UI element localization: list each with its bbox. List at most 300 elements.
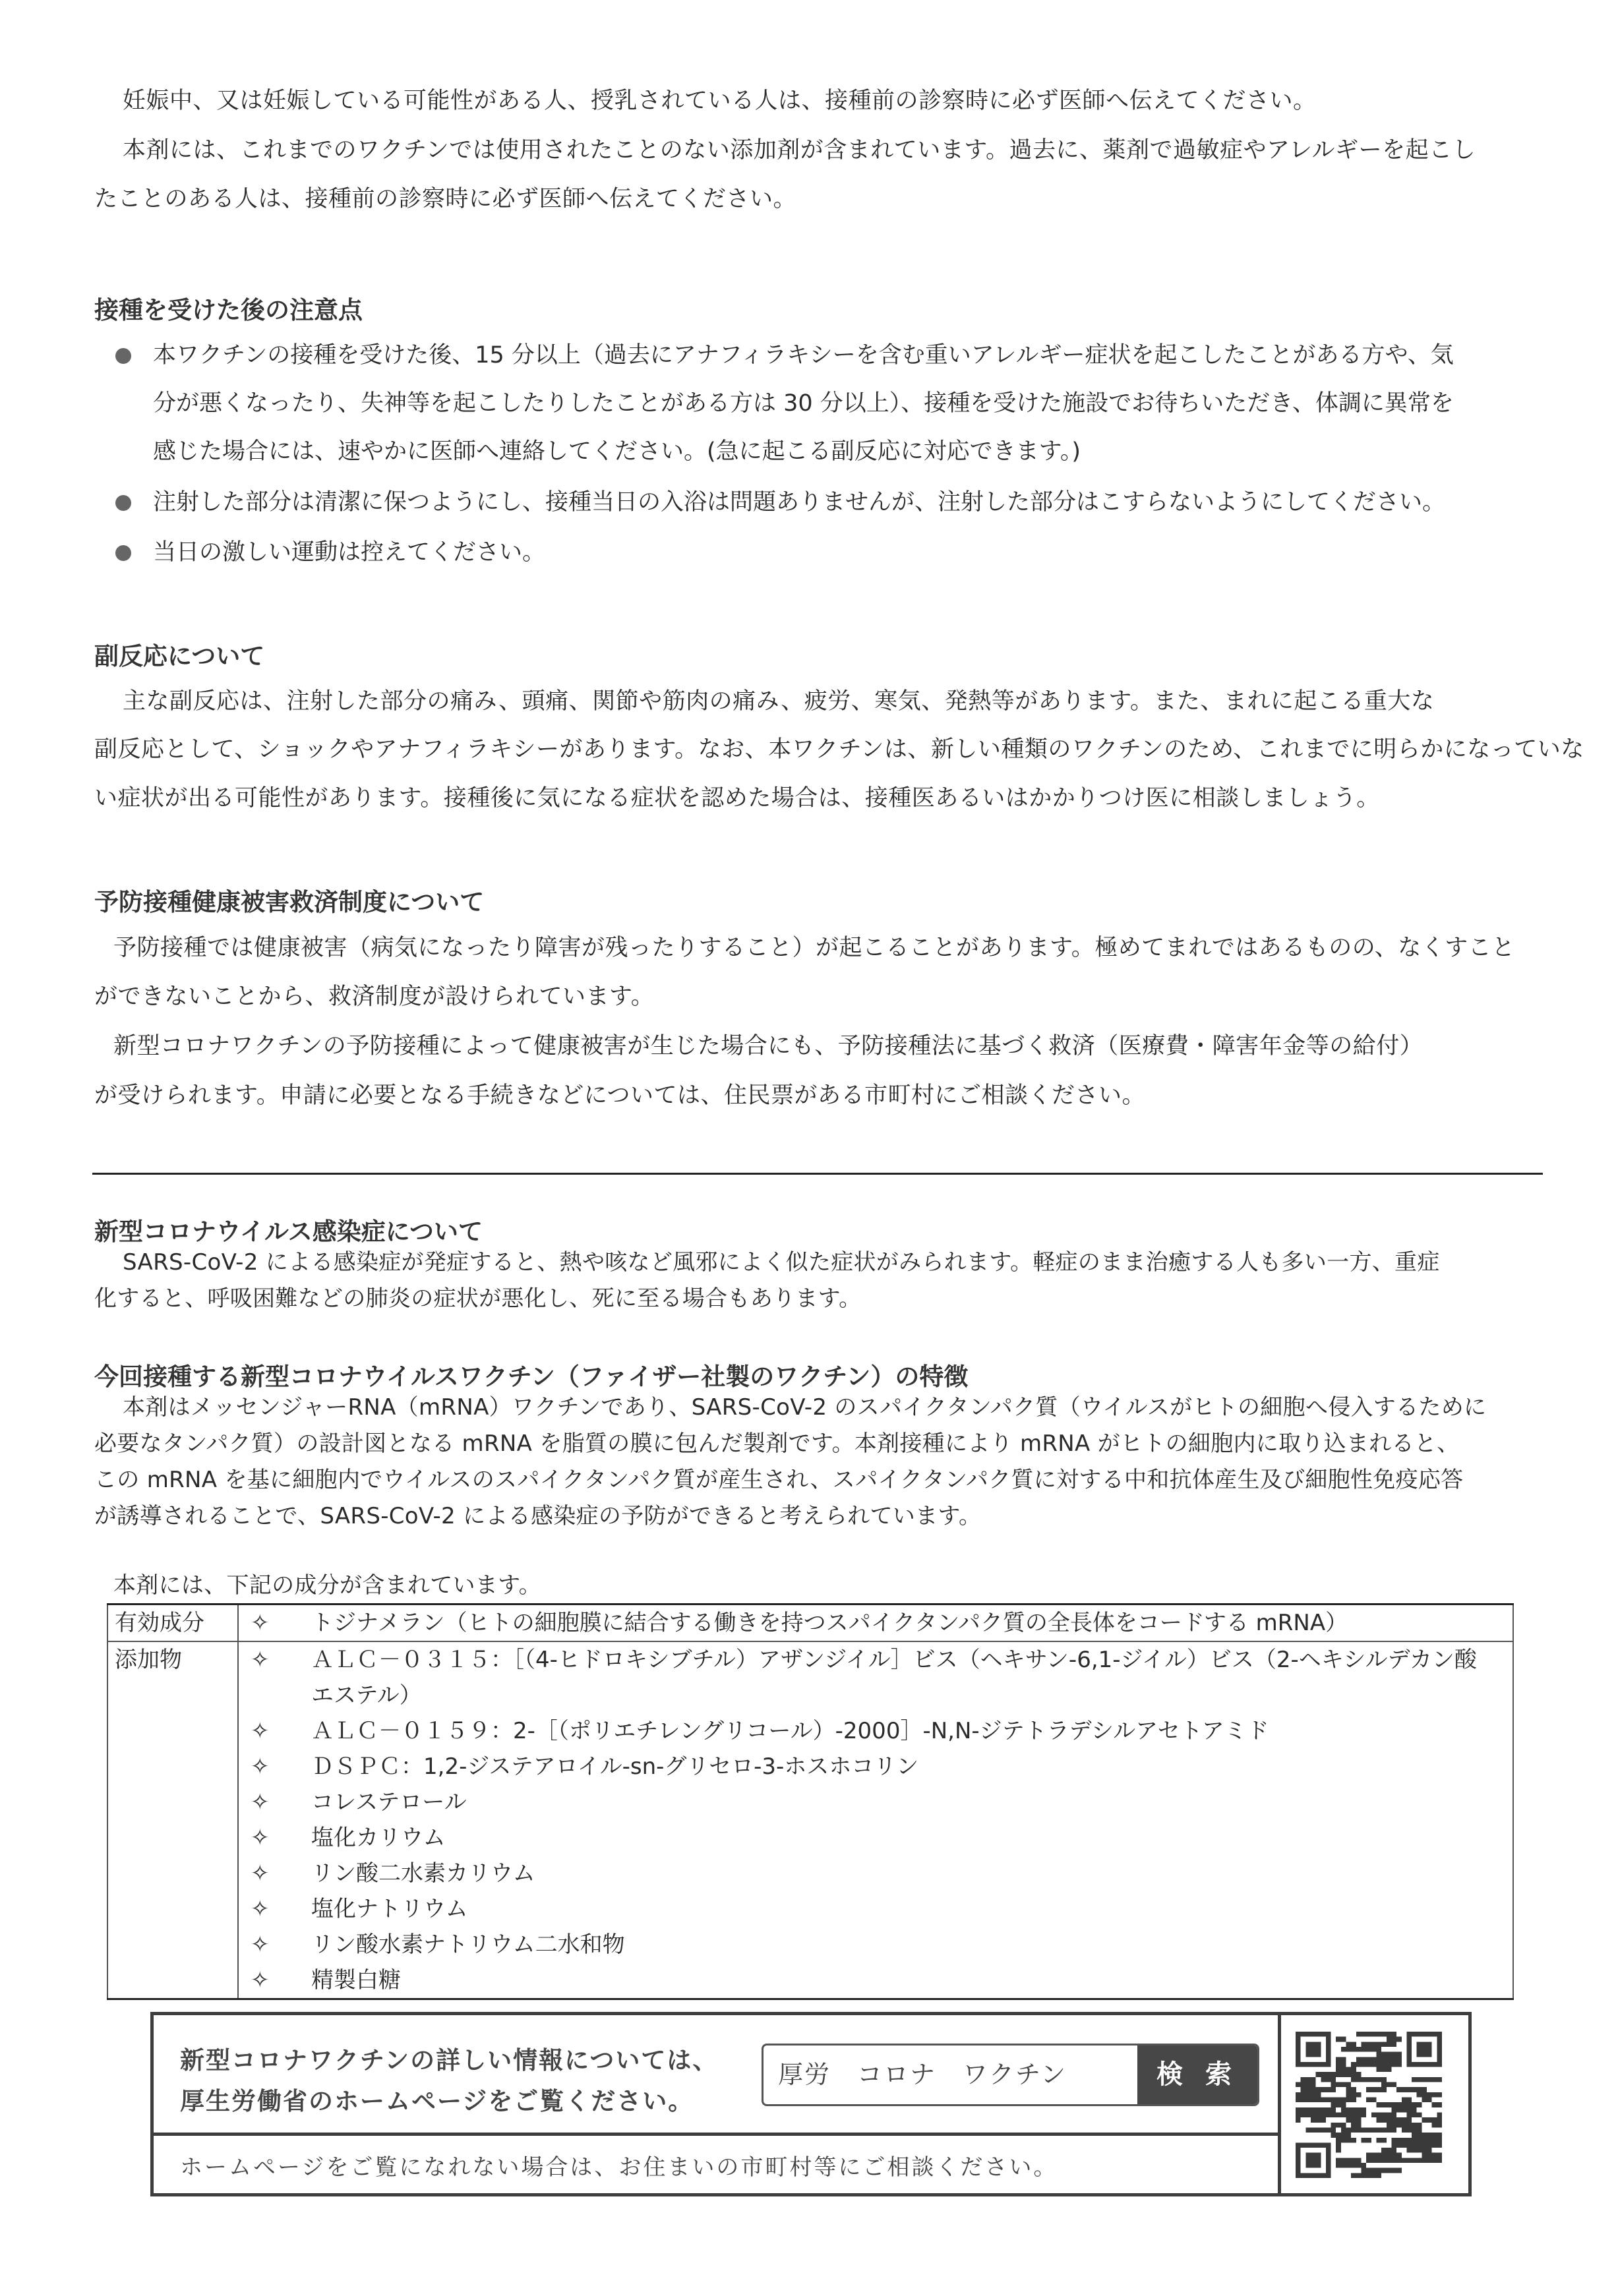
qr-module <box>1376 2087 1381 2092</box>
qr-module <box>1301 2107 1306 2113</box>
qr-module <box>1371 2047 1377 2052</box>
qr-module <box>1432 2153 1437 2158</box>
qr-module <box>1422 2098 1427 2103</box>
qr-module <box>1387 2052 1392 2057</box>
section-heading-relief-system: 予防接種健康被害救済制度について <box>94 888 485 916</box>
qr-module <box>1391 2082 1396 2088</box>
qr-module <box>1311 2107 1316 2113</box>
qr-module <box>1341 2057 1346 2062</box>
diamond-marker-icon: ✧ <box>251 1825 270 1851</box>
table-cell-items <box>238 1641 1513 1999</box>
qr-module <box>1381 2168 1387 2173</box>
qr-module <box>1396 2107 1402 2113</box>
bullet-dot-icon <box>115 495 131 511</box>
qr-module <box>1422 2148 1427 2153</box>
qr-module <box>1316 2087 1321 2092</box>
qr-module <box>1402 2102 1407 2107</box>
qr-module <box>1316 2117 1321 2123</box>
qr-module <box>1341 2127 1346 2133</box>
qr-module <box>1422 2087 1427 2092</box>
qr-module <box>1336 2102 1341 2107</box>
qr-module <box>1376 2077 1381 2082</box>
qr-module <box>1371 2127 1377 2133</box>
qr-module <box>1387 2102 1392 2107</box>
qr-module <box>1366 2032 1371 2037</box>
qr-module <box>1301 2077 1306 2082</box>
qr-module <box>1351 2072 1356 2077</box>
qr-module <box>1326 2072 1331 2077</box>
qr-module <box>1341 2158 1346 2163</box>
diamond-marker-icon: ✧ <box>251 1860 270 1887</box>
table-cell-label: 有効成分 <box>107 1604 238 1642</box>
qr-module <box>1346 2112 1352 2117</box>
qr-module <box>1336 2138 1341 2143</box>
qr-module <box>1376 2168 1381 2173</box>
qr-module <box>1341 2047 1346 2052</box>
search-button[interactable]: 検 索 <box>1137 2046 1257 2104</box>
qr-module <box>1432 2077 1437 2082</box>
qr-module <box>1311 2127 1316 2133</box>
bullet-line: 分が悪くなったり、失神等を起こしたりしたことがある方は 30 分以上）、接種を受けた施設でお待ちいただき、体調に異常を <box>153 390 1454 417</box>
qr-module <box>1356 2112 1362 2117</box>
relief-line: ができないことから、救済制度が設けられています。 <box>94 984 655 1010</box>
qr-module <box>1301 2112 1306 2117</box>
qr-module <box>1362 2047 1367 2052</box>
qr-module <box>1341 2123 1346 2128</box>
qr-module <box>1316 2112 1321 2117</box>
qr-module <box>1362 2163 1367 2168</box>
qr-module <box>1412 2112 1417 2117</box>
qr-module <box>1427 2153 1432 2158</box>
qr-module <box>1336 2057 1341 2062</box>
qr-module <box>1396 2052 1402 2057</box>
qr-module <box>1362 2138 1367 2143</box>
diamond-marker-icon: ✧ <box>251 1967 270 1993</box>
qr-module <box>1417 2158 1422 2163</box>
qr-module <box>1362 2112 1367 2117</box>
search-input[interactable]: 厚労 コロナ ワクチン <box>778 2060 1067 2089</box>
qr-module <box>1396 2123 1402 2128</box>
info-message: 新型コロナワクチンの詳しい情報については、 厚生労働省のホームページをご覧ください。 <box>180 2046 719 2115</box>
qr-module <box>1427 2098 1432 2103</box>
qr-module <box>1381 2087 1387 2092</box>
qr-module <box>1387 2067 1392 2073</box>
qr-module <box>1381 2067 1387 2073</box>
qr-module <box>1321 2107 1326 2113</box>
qr-module <box>1311 2112 1316 2117</box>
qr-module <box>1391 2062 1396 2067</box>
qr-module <box>1346 2098 1352 2103</box>
qr-module <box>1376 2047 1381 2052</box>
qr-module <box>1346 2138 1352 2143</box>
qr-module <box>1402 2138 1407 2143</box>
qr-module <box>1396 2102 1402 2107</box>
list-item: ✧ トジナメラン（ヒトの細胞膜に結合する働きを持つスパイクタンパク質の全長体をコードする mRNA） <box>245 1605 1506 1641</box>
search-box[interactable] <box>762 2044 1259 2106</box>
qr-module <box>1321 2127 1326 2133</box>
qr-module <box>1387 2168 1392 2173</box>
qr-module <box>1376 2052 1381 2057</box>
qr-module <box>1341 2098 1346 2103</box>
qr-module <box>1432 2092 1437 2098</box>
qr-module <box>1406 2127 1412 2133</box>
bullet-line: 注射した部分は清潔に保つようにし、接種当日の入浴は問題ありませんが、注射した部分はこすらないようにしてください。 <box>153 489 1446 515</box>
qr-module <box>1412 2123 1417 2128</box>
qr-module <box>1305 2042 1321 2057</box>
qr-module <box>1356 2163 1362 2168</box>
qr-module <box>1305 2112 1311 2117</box>
features-line: が誘導されることで、SARS-CoV-2 による感染症の予防ができると考えられています。 <box>94 1503 982 1529</box>
qr-module <box>1387 2158 1392 2163</box>
qr-module <box>1331 2127 1336 2133</box>
qr-module <box>1366 2173 1371 2178</box>
qr-module <box>1376 2117 1381 2123</box>
qr-module <box>1381 2057 1387 2062</box>
qr-module <box>1351 2067 1356 2073</box>
qr-module <box>1387 2148 1392 2153</box>
qr-module <box>1432 2117 1437 2123</box>
qr-module <box>1391 2042 1396 2047</box>
qr-module <box>1391 2032 1396 2037</box>
list-item: ✧ 塩化ナトリウム <box>245 1891 1506 1927</box>
qr-module <box>1356 2123 1362 2128</box>
qr-module <box>1366 2127 1371 2133</box>
qr-module <box>1376 2173 1381 2178</box>
qr-module <box>1311 2087 1316 2092</box>
section-heading-vaccine-features: 今回接種する新型コロナウイルスワクチン（ファイザー社製のワクチン）の特徴 <box>94 1363 969 1391</box>
qr-module <box>1346 2087 1352 2092</box>
qr-module <box>1376 2153 1381 2158</box>
qr-module <box>1305 2092 1311 2098</box>
qr-module <box>1351 2138 1356 2143</box>
qr-module <box>1346 2042 1352 2047</box>
qr-module <box>1396 2142 1402 2148</box>
qr-module <box>1366 2098 1371 2103</box>
qr-module <box>1402 2158 1407 2163</box>
qr-module <box>1381 2158 1387 2163</box>
qr-module <box>1422 2158 1427 2163</box>
section-heading-infection: 新型コロナウイルス感染症について <box>94 1218 483 1246</box>
qr-module <box>1346 2107 1352 2113</box>
qr-module <box>1311 2077 1316 2082</box>
qr-module <box>1391 2153 1396 2158</box>
qr-module <box>1417 2123 1422 2128</box>
qr-code-icon[interactable] <box>1296 2032 1442 2178</box>
diamond-marker-icon: ✧ <box>251 1718 270 1744</box>
side-effects-line: い症状が出る可能性があります。接種後に気になる症状を認めた場合は、接種医あるいはかかりつけ医に相談しましょう。 <box>94 785 1380 811</box>
qr-module <box>1437 2092 1442 2098</box>
qr-module <box>1412 2077 1417 2082</box>
qr-module <box>1412 2158 1417 2163</box>
relief-line: 新型コロナワクチンの予防接種によって健康被害が生じた場合にも、予防接種法に基づく救済（医療費・障害年金等の給付） <box>113 1033 1423 1059</box>
qr-module <box>1311 2082 1316 2088</box>
qr-module <box>1391 2148 1396 2153</box>
qr-module <box>1381 2077 1387 2082</box>
qr-module <box>1305 2098 1311 2103</box>
qr-module <box>1402 2117 1407 2123</box>
diamond-marker-icon: ✧ <box>251 1647 270 1673</box>
qr-module <box>1336 2037 1341 2042</box>
qr-module <box>1362 2062 1367 2067</box>
qr-module <box>1321 2098 1326 2103</box>
qr-module <box>1387 2042 1392 2047</box>
diamond-marker-icon: ✧ <box>251 1896 270 1922</box>
qr-module <box>1376 2067 1381 2073</box>
ingredients-caption: 本剤には、下記の成分が含まれています。 <box>113 1572 541 1599</box>
qr-module <box>1331 2102 1336 2107</box>
bullet-dot-icon <box>115 545 131 561</box>
qr-module <box>1387 2127 1392 2133</box>
qr-module <box>1331 2072 1336 2077</box>
qr-module <box>1391 2102 1396 2107</box>
qr-module <box>1387 2123 1392 2128</box>
qr-module <box>1341 2072 1346 2077</box>
qr-module <box>1311 2098 1316 2103</box>
qr-module <box>1326 2087 1331 2092</box>
qr-module <box>1427 2117 1432 2123</box>
qr-module <box>1326 2127 1331 2133</box>
qr-module <box>1341 2112 1346 2117</box>
qr-module <box>1341 2102 1346 2107</box>
qr-module <box>1316 2098 1321 2103</box>
qr-module <box>1412 2133 1417 2138</box>
qr-module <box>1326 2077 1331 2082</box>
qr-module <box>1406 2112 1412 2117</box>
qr-module <box>1301 2098 1306 2103</box>
side-effects-line: 主な副反応は、注射した部分の痛み、頭痛、関節や筋肉の痛み、疲労、寒気、発熱等があります。また、まれに起こる重大な <box>123 688 1435 715</box>
qr-module <box>1341 2163 1346 2168</box>
qr-module <box>1351 2173 1356 2178</box>
qr-module <box>1296 2098 1301 2103</box>
table-cell-items <box>238 1604 1513 1642</box>
list-item: ✧ コレステロール <box>245 1784 1506 1820</box>
qr-module <box>1427 2092 1432 2098</box>
qr-module <box>1376 2138 1381 2143</box>
qr-module <box>1336 2142 1341 2148</box>
qr-module <box>1351 2117 1356 2123</box>
qr-module <box>1336 2062 1341 2067</box>
qr-module <box>1422 2153 1427 2158</box>
qr-module <box>1366 2087 1371 2092</box>
qr-module <box>1437 2158 1442 2163</box>
qr-module <box>1422 2117 1427 2123</box>
qr-module <box>1432 2102 1437 2107</box>
ingredients-table <box>107 1603 1514 2000</box>
qr-module <box>1301 2082 1306 2088</box>
qr-module <box>1427 2138 1432 2143</box>
infection-line: 化すると、呼吸困難などの肺炎の症状が悪化し、死に至る場合もあります。 <box>94 1285 862 1312</box>
qr-module <box>1362 2032 1367 2037</box>
qr-module <box>1381 2062 1387 2067</box>
qr-module <box>1371 2112 1377 2117</box>
qr-module <box>1316 2072 1321 2077</box>
qr-module <box>1402 2087 1407 2092</box>
qr-module <box>1402 2127 1407 2133</box>
qr-module <box>1391 2168 1396 2173</box>
qr-module <box>1432 2158 1437 2163</box>
qr-module <box>1362 2057 1367 2062</box>
qr-module <box>1417 2148 1422 2153</box>
qr-module <box>1346 2082 1352 2088</box>
qr-module <box>1331 2112 1336 2117</box>
qr-module <box>1366 2153 1371 2158</box>
qr-module <box>1391 2158 1396 2163</box>
qr-module <box>1412 2127 1417 2133</box>
qr-module <box>1412 2138 1417 2143</box>
qr-module <box>1427 2142 1432 2148</box>
qr-module <box>1427 2148 1432 2153</box>
qr-module <box>1321 2072 1326 2077</box>
qr-module <box>1366 2042 1371 2047</box>
features-line: この mRNA を基に細胞内でウイルスのスパイクタンパク質が産生され、スパイクタンパク質に対する中和抗体産生及び細胞性免疫応答 <box>94 1467 1464 1493</box>
section-divider <box>92 1173 1543 1175</box>
qr-module <box>1396 2037 1402 2042</box>
qr-module <box>1406 2148 1412 2153</box>
qr-module <box>1346 2117 1352 2123</box>
qr-module <box>1362 2173 1367 2178</box>
qr-module <box>1406 2098 1412 2103</box>
qr-module <box>1387 2057 1392 2062</box>
qr-module <box>1366 2057 1371 2062</box>
qr-module <box>1387 2112 1392 2117</box>
qr-module <box>1362 2107 1367 2113</box>
side-effects-line: 副反応として、ショックやアナフィラキシーがあります。なお、本ワクチンは、新しい種類のワクチンのため、これまでに明らかになっていな <box>94 736 1584 763</box>
qr-module <box>1387 2037 1392 2042</box>
qr-module <box>1326 2098 1331 2103</box>
qr-module <box>1371 2062 1377 2067</box>
qr-module <box>1396 2168 1402 2173</box>
qr-module <box>1396 2153 1402 2158</box>
intro-line-3: たことのある人は、接種前の診察時に必ず医師へ伝えてください。 <box>94 186 797 212</box>
qr-module <box>1406 2123 1412 2128</box>
diamond-marker-icon: ✧ <box>251 1753 270 1780</box>
qr-module <box>1336 2072 1341 2077</box>
qr-module <box>1437 2153 1442 2158</box>
diamond-marker-icon: ✧ <box>251 1931 270 1958</box>
qr-module <box>1301 2087 1306 2092</box>
qr-module <box>1296 2117 1301 2123</box>
qr-module <box>1371 2042 1377 2047</box>
bullet-line: 感じた場合には、速やかに医師へ連絡してください。(急に起こる副反応に対応できます。) <box>153 438 1081 465</box>
qr-module <box>1371 2087 1377 2092</box>
qr-module <box>1341 2107 1346 2113</box>
qr-module <box>1296 2092 1301 2098</box>
qr-module <box>1376 2032 1381 2037</box>
qr-module <box>1305 2107 1311 2113</box>
qr-module <box>1417 2087 1422 2092</box>
qr-module <box>1391 2037 1396 2042</box>
qr-module <box>1376 2127 1381 2133</box>
qr-module <box>1387 2117 1392 2123</box>
qr-module <box>1437 2102 1442 2107</box>
qr-module <box>1412 2148 1417 2153</box>
qr-module <box>1356 2127 1362 2133</box>
qr-module <box>1432 2142 1437 2148</box>
qr-module <box>1356 2158 1362 2163</box>
qr-module <box>1381 2148 1387 2153</box>
qr-module <box>1396 2087 1402 2092</box>
qr-module <box>1417 2042 1432 2057</box>
qr-module <box>1437 2123 1442 2128</box>
qr-module <box>1396 2062 1402 2067</box>
qr-module <box>1346 2158 1352 2163</box>
qr-module <box>1427 2077 1432 2082</box>
qr-module <box>1336 2158 1341 2163</box>
qr-module <box>1402 2098 1407 2103</box>
qr-module <box>1417 2077 1422 2082</box>
qr-module <box>1336 2123 1341 2128</box>
info-box-top <box>154 2015 1278 2136</box>
qr-module <box>1391 2123 1396 2128</box>
intro-line-2: 本剤には、これまでのワクチンでは使用されたことのない添加剤が含まれています。過去に、薬剤で過敏症やアレルギーを起こし <box>123 137 1476 163</box>
qr-module <box>1366 2138 1371 2143</box>
qr-module <box>1422 2133 1427 2138</box>
qr-module <box>1422 2142 1427 2148</box>
qr-module <box>1371 2153 1377 2158</box>
relief-line: 予防接種では健康被害（病気になったり障害が残ったりすること）が起こることがあります。極めてまれではあるものの、なくすこと <box>113 935 1515 961</box>
qr-module <box>1381 2102 1387 2107</box>
table-cell-label: 添加物 <box>107 1641 238 1999</box>
qr-module <box>1356 2072 1362 2077</box>
qr-module <box>1387 2062 1392 2067</box>
qr-module <box>1406 2142 1412 2148</box>
qr-module <box>1437 2142 1442 2148</box>
qr-module <box>1432 2133 1437 2138</box>
qr-module <box>1346 2133 1352 2138</box>
qr-module <box>1321 2117 1326 2123</box>
list-item: ✧ ＤＳＰＣ：1,2-ジステアロイル-sn-グリセロ-3-ホスホコリン <box>245 1749 1506 1784</box>
qr-module <box>1417 2112 1422 2117</box>
table-row <box>107 1604 1513 1642</box>
qr-module <box>1417 2142 1422 2148</box>
qr-module <box>1351 2047 1356 2052</box>
qr-module <box>1432 2138 1437 2143</box>
qr-module <box>1362 2127 1367 2133</box>
qr-module <box>1417 2092 1422 2098</box>
qr-module <box>1341 2062 1346 2067</box>
qr-module <box>1351 2077 1356 2082</box>
qr-module <box>1396 2117 1402 2123</box>
qr-module <box>1371 2098 1377 2103</box>
qr-module <box>1362 2077 1367 2082</box>
qr-module <box>1371 2158 1377 2163</box>
relief-line: が受けられます。申請に必要となる手続きなどについては、住民票がある市町村にご相談ください。 <box>94 1082 1146 1109</box>
qr-module <box>1402 2142 1407 2148</box>
qr-module <box>1346 2047 1352 2052</box>
diamond-marker-icon: ✧ <box>251 1789 270 1815</box>
qr-module <box>1387 2082 1392 2088</box>
features-line: 本剤はメッセンジャーRNA（mRNA）ワクチンであり、SARS-CoV-2 のスパイクタンパク質（ウイルスがヒトの細胞へ侵入するために <box>123 1394 1487 1421</box>
qr-module <box>1341 2067 1346 2073</box>
infection-line: SARS-CoV-2 による感染症が発症すると、熱や咳など風邪によく似た症状がみられます。軽症のまま治癒する人も多い一方、重症 <box>123 1249 1440 1276</box>
qr-module <box>1427 2133 1432 2138</box>
qr-module <box>1391 2127 1396 2133</box>
qr-module <box>1381 2042 1387 2047</box>
qr-module <box>1402 2123 1407 2128</box>
intro-line-1: 妊娠中、又は妊娠している可能性がある人、授乳されている人は、接種前の診察時に必ず医師へ伝えてください。 <box>123 88 1317 114</box>
qr-module <box>1422 2092 1427 2098</box>
qr-module <box>1296 2082 1301 2088</box>
qr-module <box>1311 2092 1316 2098</box>
qr-module <box>1351 2112 1356 2117</box>
qr-module <box>1346 2163 1352 2168</box>
qr-module <box>1412 2107 1417 2113</box>
list-item: ✧ ＡＬＣ－０３１５：［（4-ヒドロキシブチル）アザンジイル］ビス（ヘキサン-6,1-ジイル）ビス（2-ヘキシルデカン酸エステル） <box>245 1642 1506 1713</box>
qr-module <box>1371 2032 1377 2037</box>
qr-module <box>1366 2158 1371 2163</box>
qr-module <box>1326 2107 1331 2113</box>
qr-module <box>1417 2127 1422 2133</box>
